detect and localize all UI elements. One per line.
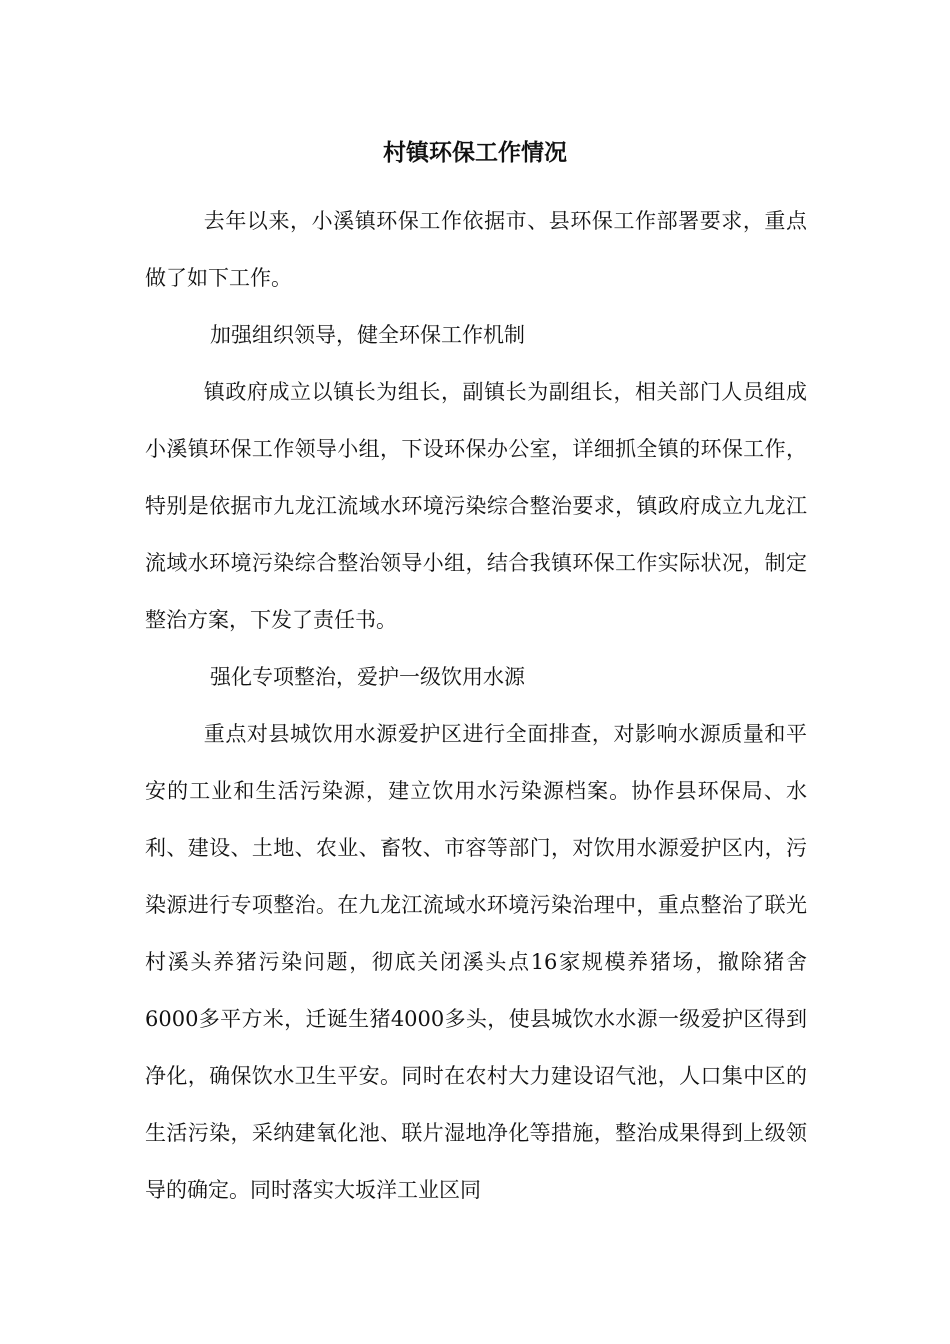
paragraph-organization: 镇政府成立以镇长为组长，副镇长为副组长，相关部门人员组成小溪镇环保工作领导小组，下设环保办公室，详细抓全镇的环保工作，特别是依据市九龙江流域水环境污染综合整治要求，镇政府成立九龙江流域水环境污染综合整治领导小组，结合我镇环保工作实际状况，制定整治方案，下发了责任书。 [145, 380, 807, 632]
paragraph-water-source: 重点对县城饮用水源爱护区进行全面排查，对影响水源质量和平安的工业和生活污染源，建立饮用水污染源档案。协作县环保局、水利、建设、土地、农业、畜牧、市容等部门，对饮用水源爱护区内，污染源进行专项整治。在九龙江流域水环境污染治理中，重点整治了联光村溪头养猪污染问题，彻底关闭溪头点16家规模养猪场，撤除猪舍6000多平方米，迁诞生猪4000多头，使县城饮水水源一级爱护区得到净化，确保饮水卫生平安。同时在农村大力建设诏气池，人口集中区的生活污染，采纳建氧化池、联片湿地净化等措施，整治成果得到上级领导的确定。同时落实大坂洋工业区同 [145, 722, 807, 1202]
section-heading-water-source: 强化专项整治，爱护一级饮用水源 [210, 665, 525, 689]
paragraph-intro: 去年以来，小溪镇环保工作依据市、县环保工作部署要求，重点做了如下工作。 [145, 209, 807, 290]
document-title: 村镇环保工作情况 [383, 139, 567, 166]
section-heading-organization: 加强组织领导，健全环保工作机制 [210, 323, 525, 347]
